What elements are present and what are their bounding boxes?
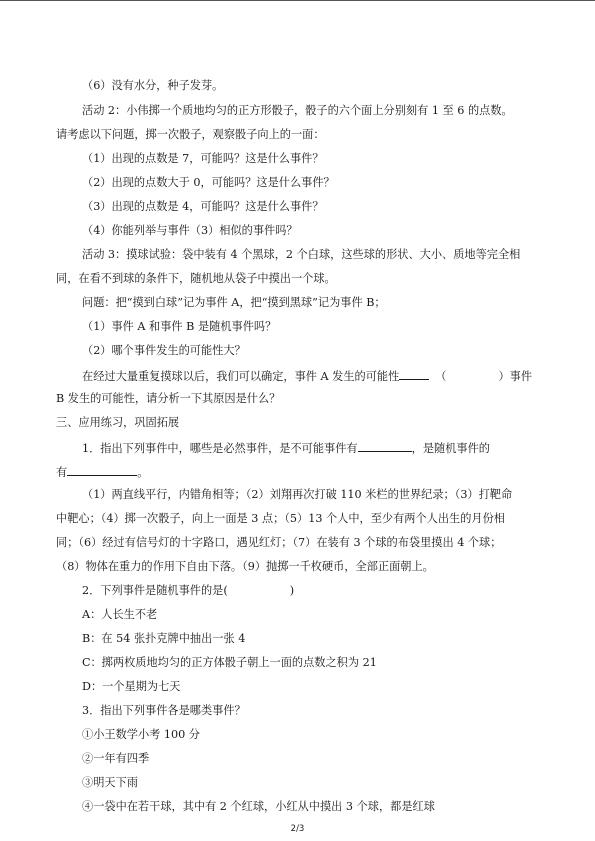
- option-d: D：一个星期为七天: [82, 680, 181, 693]
- top-border: [0, 0, 595, 1]
- answer-blank: [67, 464, 137, 476]
- option-a: A：人长生不老: [82, 608, 158, 621]
- dice-question-3: （3）出现的点数是 4，可能吗？这是什么事件？: [82, 200, 324, 213]
- exercise-1-text-continued: ，是随机事件的: [411, 442, 490, 455]
- dice-question-2: （2）出现的点数大于 0，可能吗？这是什么事件？: [82, 176, 335, 189]
- bracket-close-event: ）事件: [498, 370, 533, 383]
- answer-blank: [358, 440, 412, 452]
- exercise-3-item-1: ①小王数学小考 100 分: [82, 728, 200, 741]
- exercise-1-have: 有: [56, 466, 68, 479]
- bracket-open: （: [435, 370, 447, 383]
- exercise-2-prompt: [82, 584, 294, 598]
- exercise-3-item-2: ②一年有四季: [82, 752, 150, 765]
- exercise-1-text: 1．指出下列事件中，哪些是必然事件，是不可能事件有: [82, 442, 358, 455]
- item-6-no-water: （6）没有水分，种子发芽。: [82, 79, 224, 92]
- exercise-2-bracket-close: ): [289, 584, 295, 597]
- exercise-3-item-3: ③明天下雨: [82, 776, 138, 789]
- answer-blank: [399, 368, 429, 380]
- section-three-heading: 三、应用练习，巩固拓展: [56, 416, 180, 429]
- ball-problem-definition: 问题：把“摸到白球”记为事件 A，把“摸到黑球”记为事件 B；: [82, 296, 386, 309]
- ball-conclusion-text: 在经过大量重复摸球以后，我们可以确定，事件 A 发生的可能性: [82, 370, 400, 383]
- ball-question-1: （1）事件 A 和事件 B 是随机事件吗？: [82, 320, 277, 333]
- activity-2-intro: 活动 2：小伟掷一个质地均匀的正方形骰子，骰子的六个面上分别刻有 1 至 6 的点数。: [82, 104, 513, 117]
- ball-conclusion: [82, 368, 532, 384]
- activity-3-intro-continued: 同，在看不到球的条件下，随机地从袋子中摸出一个球。: [56, 272, 336, 285]
- exercise-1-items-line-1: （1）两直线平行，内错角相等；（2）刘翔再次打破 110 米栏的世界纪录；（3）打靶命: [82, 488, 513, 501]
- exercise-2-text: 2．下列事件是随机事件的是(: [82, 584, 228, 597]
- option-b: B：在 54 张扑克牌中抽出一张 4: [82, 632, 246, 645]
- dice-question-4: （4）你能列举与事件（3）相似的事件吗？: [82, 224, 298, 237]
- activity-2-question-prompt: 请考虑以下问题，掷一次骰子，观察骰子向上的一面：: [56, 128, 325, 141]
- exercise-3-item-4: ④一袋中在若干球，其中有 2 个红球，小红从中摸出 3 个球，都是红球: [82, 800, 435, 813]
- page-number: 2/3: [290, 824, 305, 834]
- dice-question-1: （1）出现的点数是 7，可能吗？这是什么事件？: [82, 152, 324, 165]
- exercise-1-prompt-continued: [56, 464, 148, 480]
- exercise-3-prompt: 3．指出下列事件各是哪类事件？: [82, 704, 246, 717]
- option-c: C：掷两枚质地均匀的正方体骰子朝上一面的点数之积为 21: [82, 656, 377, 669]
- exercise-1-prompt: [82, 440, 490, 456]
- exercise-1-period: 。: [137, 466, 149, 479]
- exercise-1-items-line-3: 同；（6）经过有信号灯的十字路口，遇见红灯；（7）在装有 3 个球的布袋里摸出 4 个球；: [56, 536, 502, 549]
- activity-3-intro: 活动 3：摸球试验：袋中装有 4 个黑球，2 个白球，这些球的形状、大小、质地等完全相: [82, 248, 521, 261]
- ball-question-2: （2）哪个事件发生的可能性大？: [82, 344, 246, 357]
- exercise-1-items-line-4: （8）物体在重力的作用下自由下落。（9）抛掷一千枚硬币，全部正面朝上。: [56, 560, 434, 573]
- exercise-1-items-line-2: 中靶心；（4）掷一次骰子，向上一面是 3 点；（5）13 个人中，至少有两个人出生的月份相: [56, 512, 505, 525]
- ball-conclusion-continued: B 发生的可能性，请分析一下其原因是什么？: [56, 392, 281, 405]
